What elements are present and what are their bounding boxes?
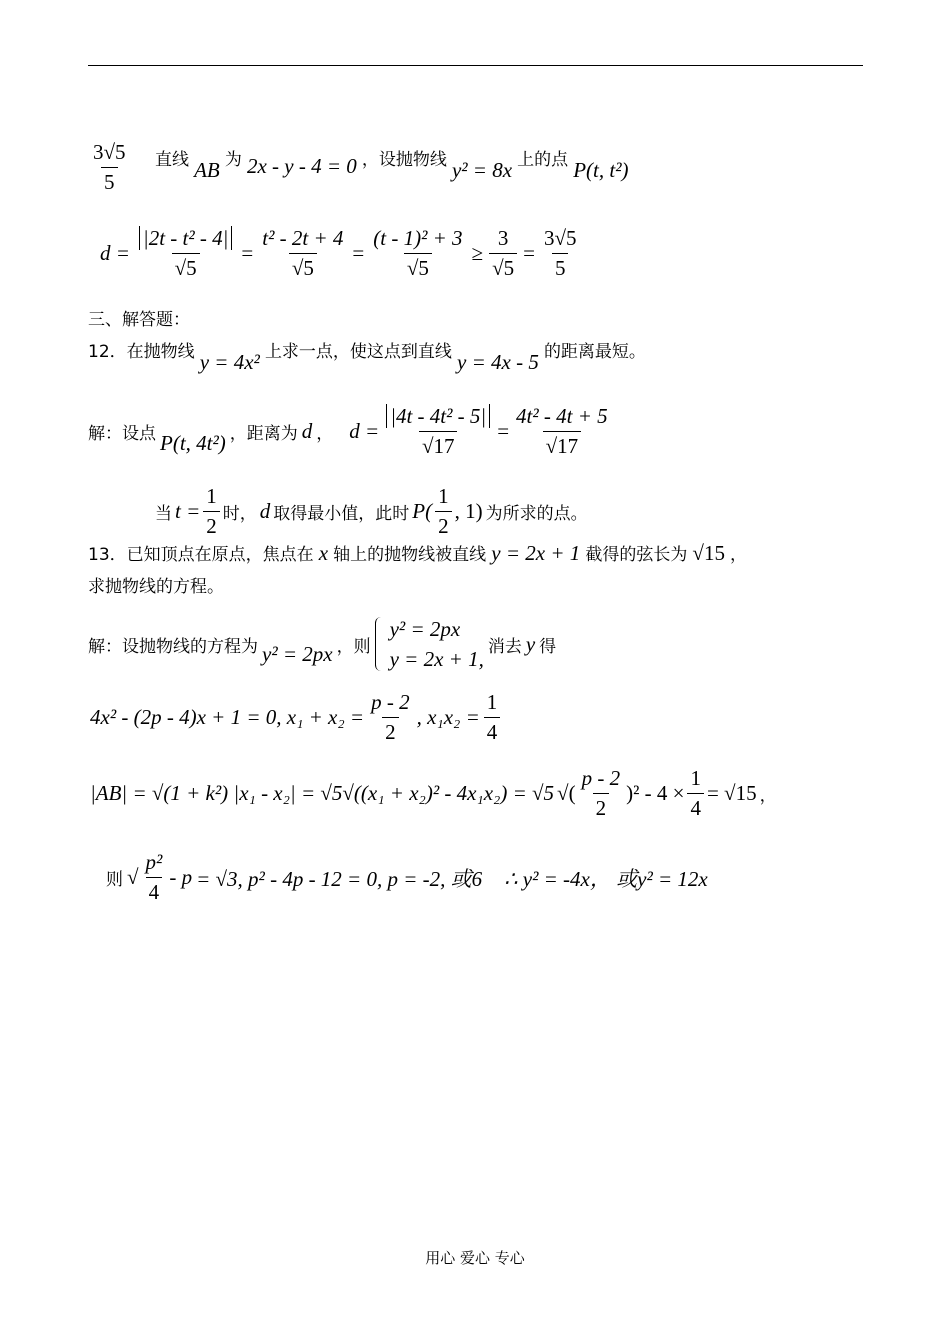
final-eq: = √3, p² - 4p - 12 = 0, p = -2, 或6 xyxy=(196,866,483,891)
prod-num: 1 xyxy=(486,690,498,714)
sol13-text-4: 得 xyxy=(539,636,557,657)
q12-text-3: 的距离最短。 xyxy=(543,342,646,362)
text-parabola: ，设抛物线 xyxy=(361,150,447,170)
sol12-d-eq: d = xyxy=(349,419,380,443)
sol12-point: P(t, 4t²) xyxy=(160,431,226,455)
math-point: P(t, t²) xyxy=(573,158,629,182)
sol12-shi: 时， xyxy=(222,504,257,524)
conclusion: ∴ y² = -4x， 或y² = 12x xyxy=(504,866,708,891)
sol12-text-2: ，距离为 xyxy=(229,424,298,444)
sol12-frac-1 xyxy=(383,404,493,459)
dist-num-1: |2t - t² - 4| xyxy=(139,226,233,250)
chord-result: = √15 xyxy=(706,781,757,805)
chord-eq: |AB| = √(1 + k²) |x₁ - x₂| = √5√((x₁ + x₂)² - 4x₁x₂) = √5 xyxy=(90,781,555,805)
sol12-p-post: , 1) xyxy=(454,499,483,523)
half-num: 1 xyxy=(206,484,217,508)
sol12-d2: d xyxy=(259,499,271,523)
sum-num: p - 2 xyxy=(371,690,410,714)
prod-den: 4 xyxy=(484,717,501,745)
sol13-quadratic xyxy=(90,690,500,745)
half-den-2: 2 xyxy=(435,511,452,539)
quarter-num: 1 xyxy=(690,766,701,790)
sol12-min: 取得最小值，此时 xyxy=(273,504,410,524)
sol13-text-2: ，则 xyxy=(336,636,371,657)
geq-sign: ≥ xyxy=(471,241,484,265)
sol13-chord: |AB| = √(1 + k²) |x₁ - x₂| = √5√((x₁ + x₂)² - 4x₁x₂) = √5 √( $\frac{p - 2}{2}$ )² - 4 × $\frac{1}{4}$ = √15 ， xyxy=(90,766,777,820)
question-12 xyxy=(88,337,646,374)
sol12-final: 为所求的点。 xyxy=(485,504,588,524)
dist-frac-2 xyxy=(259,226,346,281)
answer11-row xyxy=(90,140,129,195)
sol13-then: 则 xyxy=(106,870,123,890)
dist-den-2: √5 xyxy=(289,253,317,281)
sum-den: 2 xyxy=(382,717,399,745)
sol13-y: y xyxy=(525,631,536,656)
solution-12: 解：设点 P(t, 4t²) ，距离为 d ， d = $\frac{\text{|4t - 4t² - 5|}}{√17}$ = $\frac{\text{4t² - 4t + 5}}{√17}$ xyxy=(88,404,611,459)
q12-text-2: 上求一点，使这点到直线 xyxy=(264,342,452,362)
sol12-text-1: 解：设点 xyxy=(88,424,156,444)
dist-frac-1 xyxy=(136,226,236,281)
q12-line: y = 4x - 5 xyxy=(457,350,539,374)
dist-den-4: √5 xyxy=(489,253,517,281)
text-wei: 为 xyxy=(224,150,242,170)
sol12-t-eq: t = xyxy=(175,499,201,523)
prod-frac xyxy=(484,690,501,745)
prod-eq: , x₁x₂ = xyxy=(416,705,480,729)
header-rule xyxy=(88,65,863,66)
sol12-frac-2 xyxy=(513,404,611,459)
system-brace xyxy=(375,617,382,671)
quad-eq: 4x² - (2p - 4)x + 1 = 0, x₁ + x₂ = xyxy=(90,705,365,729)
sol12-num-2: 4t² - 4t + 5 xyxy=(516,404,608,428)
q13-text-1: 13．已知顶点在原点，焦点在 xyxy=(88,545,314,565)
inner-mid: )² - 4 × xyxy=(626,781,685,805)
chord-comma: ， xyxy=(759,786,777,806)
q13-comma: ， xyxy=(730,545,748,565)
sol12-comma: ， xyxy=(316,424,334,444)
sol12-den-2: √17 xyxy=(543,431,582,459)
q12-text-1: 12．在抛物线 xyxy=(88,342,195,362)
q13-x: x xyxy=(318,541,329,565)
answer-fraction xyxy=(90,140,129,195)
sol12-num-1: |4t - 4t² - 5| xyxy=(386,404,490,428)
solution-12-conclusion xyxy=(155,484,588,539)
dist-den-1: √5 xyxy=(172,253,200,281)
dist-frac-3 xyxy=(370,226,465,281)
q13-text-3: 截得的弦长为 xyxy=(585,545,688,565)
dist-frac-4 xyxy=(489,226,517,281)
dist-num-3: (t - 1)² + 3 xyxy=(373,226,463,250)
dist-den-5: 5 xyxy=(552,253,569,281)
sol12-half-2 xyxy=(435,484,452,539)
inner-frac xyxy=(579,766,624,821)
page-footer: 用心 爱心 专心 xyxy=(425,1249,525,1267)
sol12-dang: 当 xyxy=(155,504,172,524)
d-label: d = xyxy=(100,241,130,265)
sol13-text-3: 消去 xyxy=(487,636,522,657)
dist-num-5: 3√5 xyxy=(543,226,577,250)
text-line: 直线 xyxy=(155,150,189,170)
solution-13 xyxy=(88,614,556,674)
sol13-eq: y² = 2px xyxy=(262,641,333,666)
p2-den: 4 xyxy=(146,877,163,905)
answer-numerator: 3√5 xyxy=(93,140,126,164)
math-ab: AB xyxy=(194,158,220,182)
dist-num-4: 3 xyxy=(497,226,509,250)
sol12-half xyxy=(203,484,220,539)
sum-frac xyxy=(368,690,413,745)
half-den: 2 xyxy=(203,511,220,539)
system-eq-1: y² = 2px xyxy=(389,617,461,641)
inner-den: 2 xyxy=(593,793,610,821)
question-13 xyxy=(88,540,747,566)
equation-system xyxy=(390,614,484,674)
q13-length: √15 xyxy=(692,541,725,565)
math-line-eq: 2x - y - 4 = 0 xyxy=(246,154,357,178)
quarter-frac xyxy=(687,766,704,821)
sol13-final: 则 √ $\frac{\text{p²}}{4}$ - p = √3, p² - 4p - 12 = 0, p = -2, 或6 ∴ y² = -4x， 或y² = 12x xyxy=(106,850,708,904)
q13-text-2: 轴上的抛物线被直线 xyxy=(333,545,487,565)
dist-frac-5 xyxy=(541,226,580,281)
p2-frac xyxy=(143,850,166,905)
q13-line: y = 2x + 1 xyxy=(491,541,581,565)
answer-denominator: 5 xyxy=(101,167,118,195)
q12-curve: y = 4x² xyxy=(199,350,260,374)
text-point: 上的点 xyxy=(517,150,569,170)
dist-num-2: t² - 2t + 4 xyxy=(262,226,344,250)
distance11-row: d = $\frac{\text{|2t - t² - 4|}}{√5}$ = $\frac{\text{t² - 2t + 4}}{√5}$ = $\frac{\text{(t - 1)² + 3}}{√5}$ ≥ $\frac{3}{√5}$ = $\frac{3√5}{5}$ xyxy=(100,226,579,281)
section-heading: 三、解答题： xyxy=(88,310,190,330)
p2-num: p² xyxy=(145,850,163,874)
sol12-p-pre: P( xyxy=(412,499,433,523)
sol12-den-1: √17 xyxy=(419,431,458,459)
system-eq-2: y = 2x + 1, xyxy=(389,647,484,671)
sol13-text-1: 解：设抛物线的方程为 xyxy=(88,636,258,657)
inner-num: p - 2 xyxy=(581,766,621,790)
half-num-2: 1 xyxy=(438,484,449,508)
dist-den-3: √5 xyxy=(404,253,432,281)
answer11-text xyxy=(155,145,629,182)
quarter-den: 4 xyxy=(687,793,704,821)
sol12-d: d xyxy=(301,419,313,443)
math-parabola: y² = 8x xyxy=(451,158,513,182)
q13-line-2: 求抛物线的方程。 xyxy=(88,577,224,597)
